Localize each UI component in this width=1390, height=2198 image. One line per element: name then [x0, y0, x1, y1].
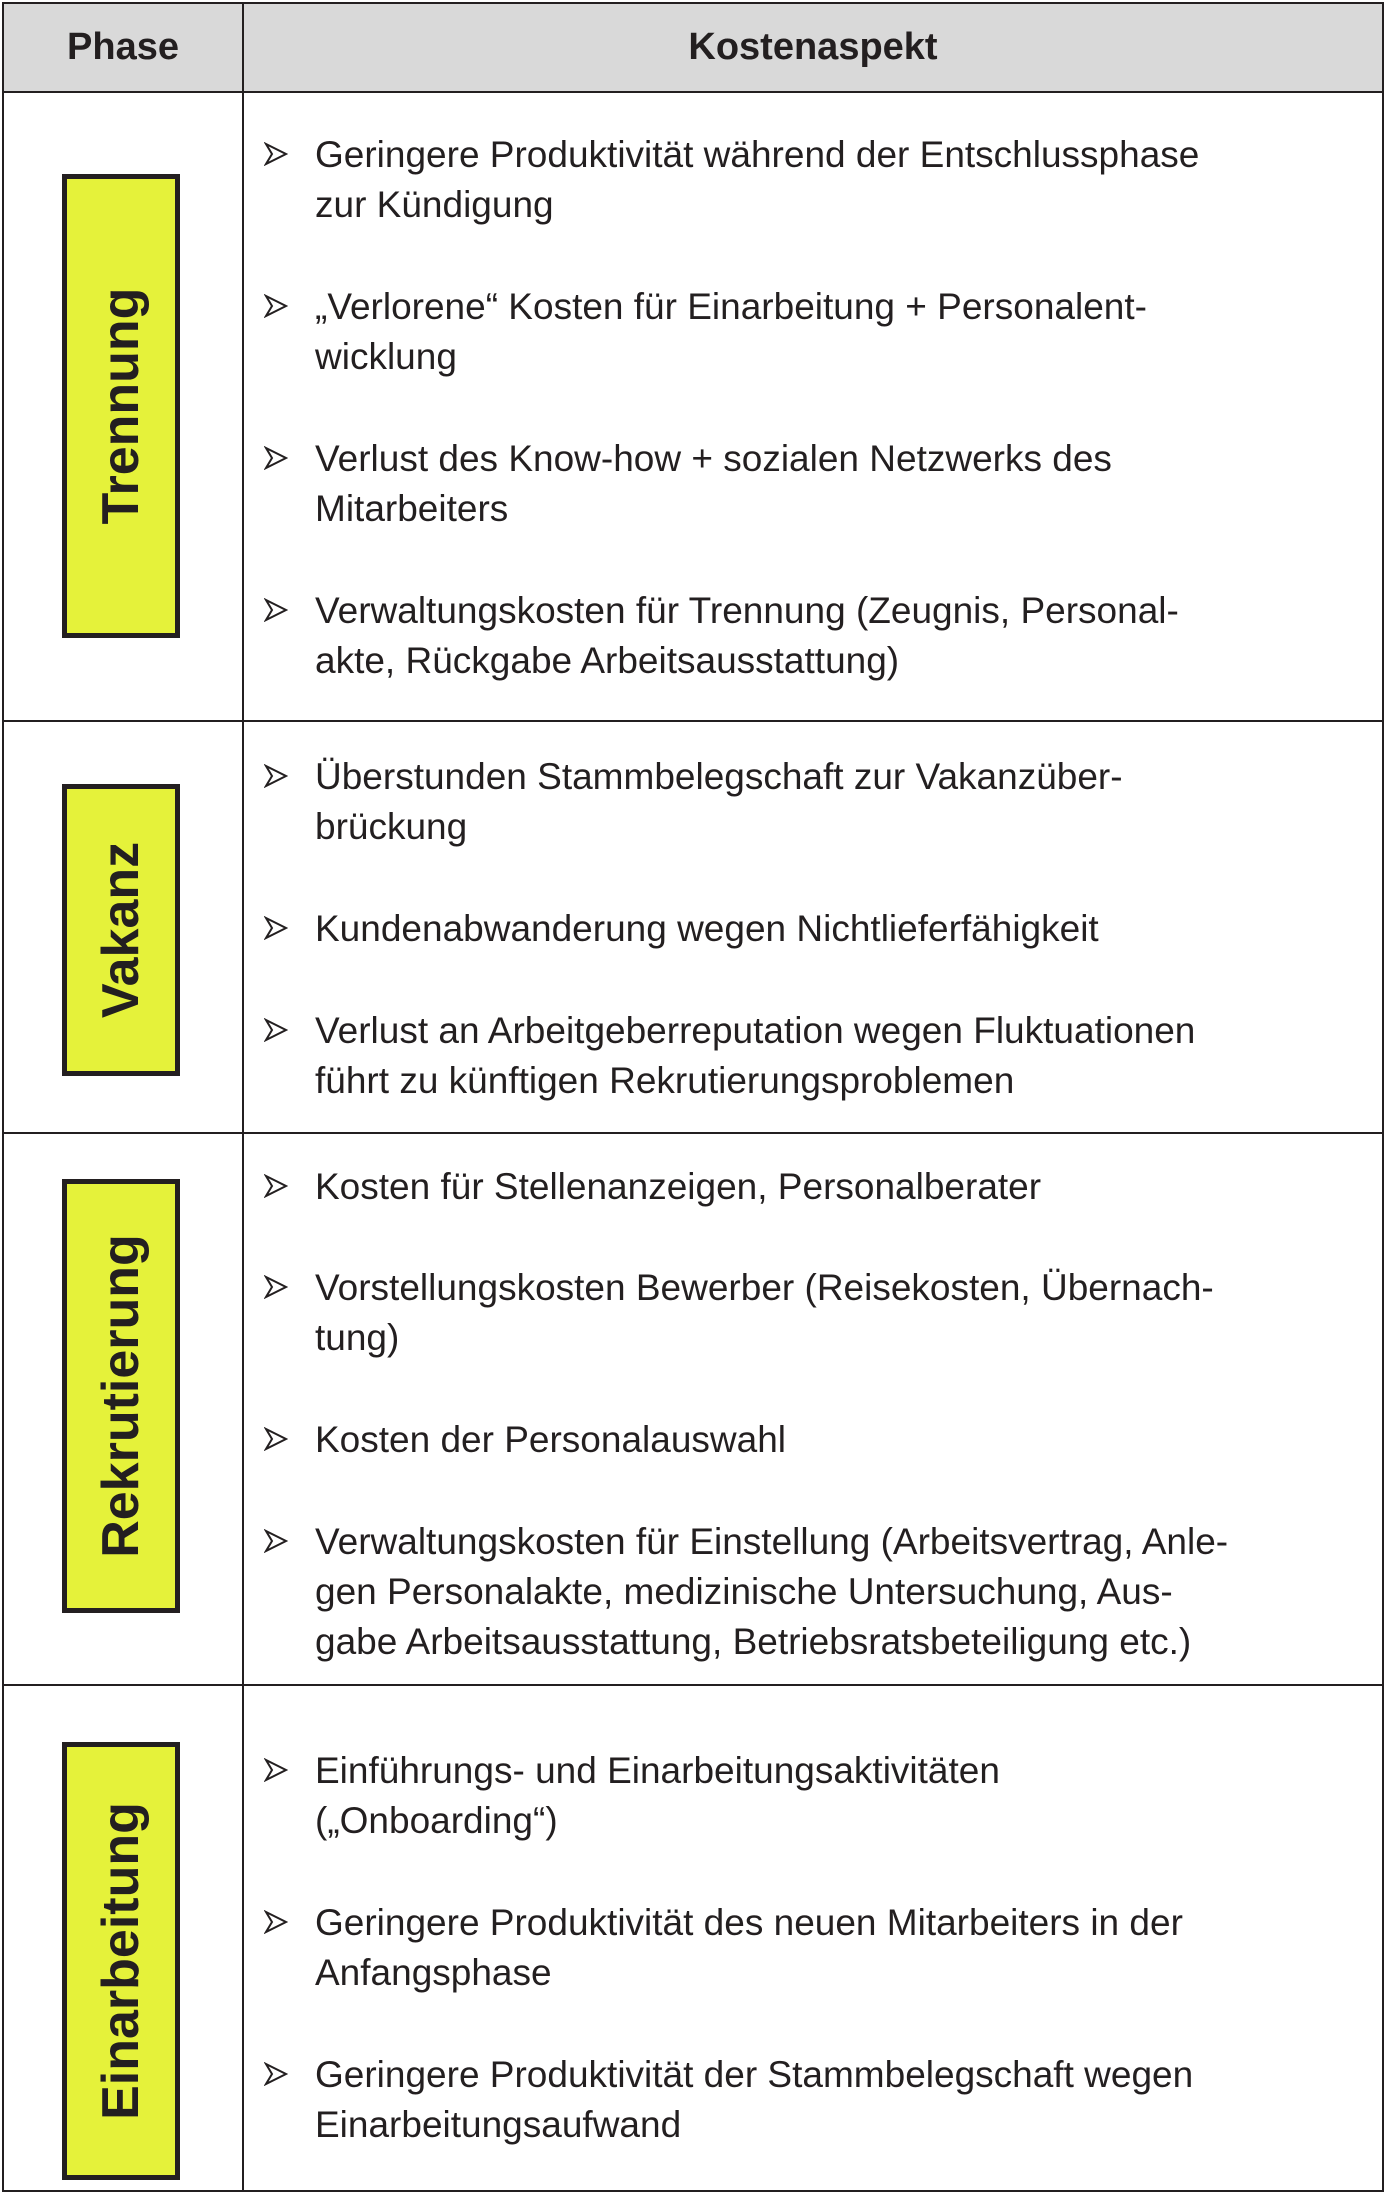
- list-item: [264, 1415, 1364, 1465]
- item-text: Geringere Produktivität des neuen Mitarbeiters in der Anfangsphase: [315, 1902, 1183, 1993]
- list-item: [264, 2050, 1364, 2150]
- phase-badge-trennung: [62, 174, 180, 638]
- list-item: [264, 752, 1364, 852]
- item-text: Verlust des Know-how + sozialen Netzwerks des Mitarbeiters: [315, 438, 1112, 529]
- arrowhead-bullet-icon: [264, 142, 288, 166]
- arrowhead-bullet-icon: [264, 598, 288, 622]
- arrowhead-bullet-icon: [264, 1174, 288, 1198]
- item-text: Kundenabwanderung wegen Nichtlieferfähigkeit: [315, 908, 1099, 949]
- phase-badge-einarbeitung: [62, 1742, 180, 2180]
- phase-badge-vakanz: [62, 784, 180, 1076]
- arrowhead-bullet-icon: [264, 1018, 288, 1042]
- item-text: Einführungs- und Einarbeitungsaktivitäten („Onboarding“): [315, 1750, 1000, 1841]
- arrowhead-bullet-icon: [264, 916, 288, 940]
- list-item: [264, 1263, 1364, 1363]
- arrowhead-bullet-icon: [264, 1275, 288, 1299]
- row-divider: [4, 1684, 1382, 1686]
- list-item: [264, 904, 1364, 954]
- arrowhead-bullet-icon: [264, 294, 288, 318]
- item-text: Geringere Produktivität während der Entschlussphase zur Kündigung: [315, 134, 1200, 225]
- cost-table: [2, 2, 1384, 2192]
- list-item: [264, 130, 1364, 230]
- row-divider: [4, 720, 1382, 722]
- arrowhead-bullet-icon: [264, 1758, 288, 1782]
- list-item: [264, 1898, 1364, 1998]
- item-text: Verwaltungskosten für Trennung (Zeugnis, Personal- akte, Rückgabe Arbeitsausstattung): [315, 590, 1179, 681]
- item-text: Verwaltungskosten für Einstellung (Arbeitsvertrag, Anle- gen Personalakte, medizinische Untersuchung, Aus- gabe Arbeitsausstattung, Betriebsratsbeteiligung etc.): [315, 1521, 1229, 1662]
- item-text: Überstunden Stammbelegschaft zur Vakanzüber- brückung: [315, 756, 1123, 847]
- arrowhead-bullet-icon: [264, 764, 288, 788]
- arrowhead-bullet-icon: [264, 2062, 288, 2086]
- item-text: Kosten der Personalauswahl: [315, 1419, 787, 1460]
- list-item: [264, 1162, 1364, 1212]
- phase-badge-rekrutierung: [62, 1179, 180, 1613]
- row-divider: [4, 1132, 1382, 1134]
- item-text: Geringere Produktivität der Stammbelegschaft wegen Einarbeitungsaufwand: [315, 2054, 1194, 2145]
- arrowhead-bullet-icon: [264, 1529, 288, 1553]
- phase-label: Einarbeitung: [92, 1802, 150, 2120]
- phase-label: Rekrutierung: [92, 1234, 150, 1558]
- header-kostenaspekt: Kostenaspekt: [688, 26, 938, 68]
- item-text: Kosten für Stellenanzeigen, Personalberater: [315, 1166, 1042, 1207]
- list-item: [264, 586, 1364, 686]
- list-item: [264, 434, 1364, 534]
- list-item: [264, 1517, 1364, 1667]
- arrowhead-bullet-icon: [264, 446, 288, 470]
- list-item: [264, 1746, 1364, 1846]
- arrowhead-bullet-icon: [264, 1427, 288, 1451]
- item-text: „Verlorene“ Kosten für Einarbeitung + Personalent- wicklung: [315, 286, 1147, 377]
- phase-label: Trennung: [92, 287, 150, 525]
- column-divider: [242, 4, 244, 2190]
- item-text: Vorstellungskosten Bewerber (Reisekosten, Übernach- tung): [315, 1267, 1214, 1358]
- arrowhead-bullet-icon: [264, 1910, 288, 1934]
- item-text: Verlust an Arbeitgeberreputation wegen Fluktuationen führt zu künftigen Rekrutierungsproblemen: [315, 1010, 1196, 1101]
- header-divider: [4, 91, 1382, 93]
- list-item: [264, 1006, 1364, 1106]
- phase-label: Vakanz: [92, 841, 150, 1019]
- list-item: [264, 282, 1364, 382]
- header-phase: Phase: [67, 26, 179, 68]
